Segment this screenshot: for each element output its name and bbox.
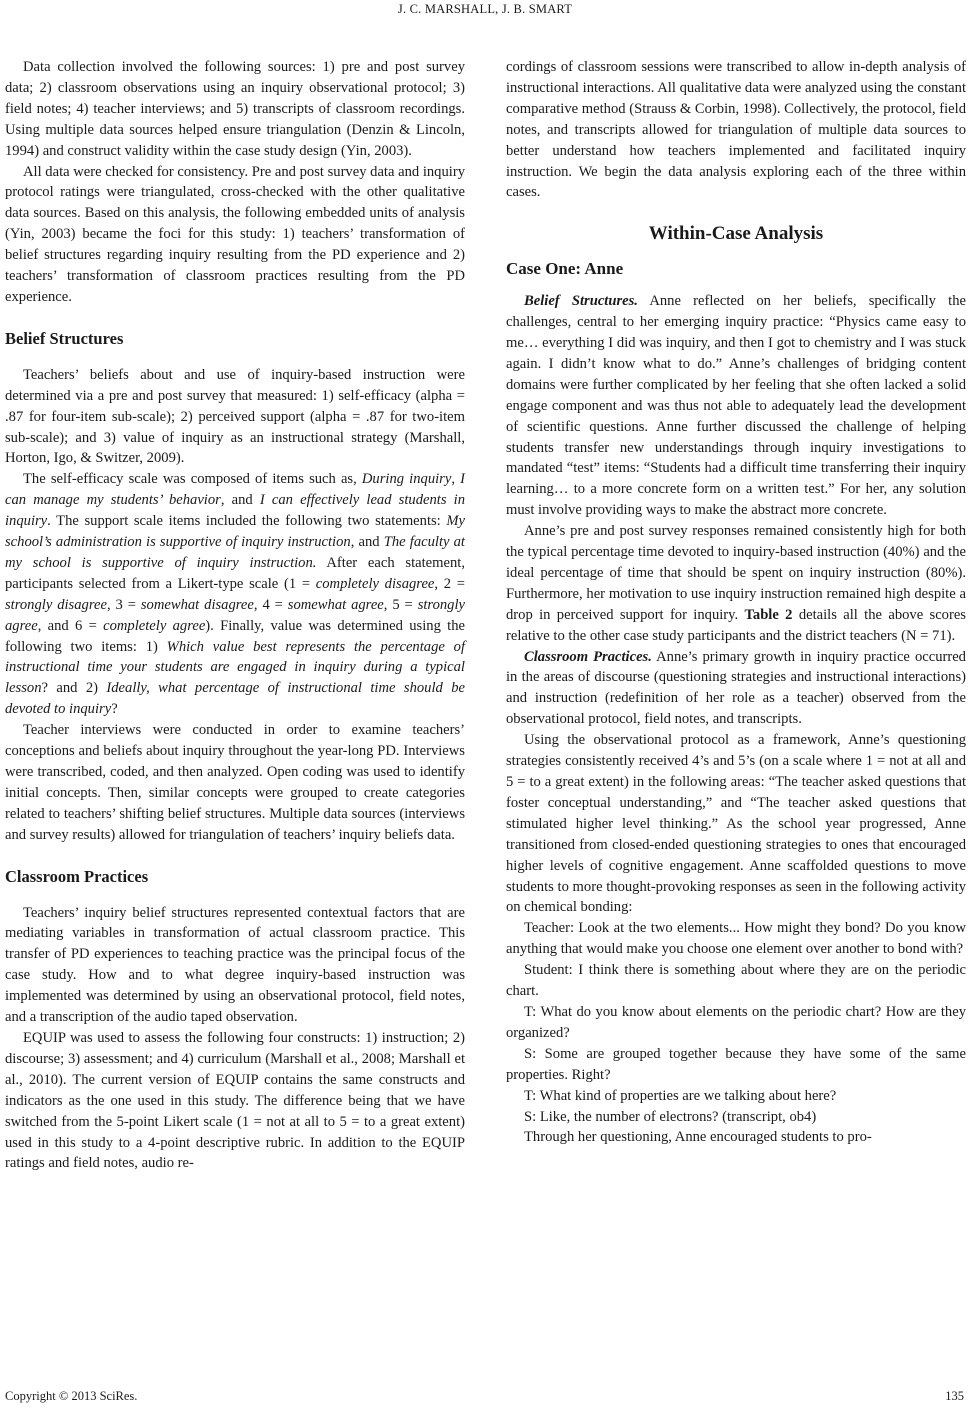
paragraph: Through her questioning, Anne encouraged students to pro- [524, 1129, 872, 1146]
section-heading-belief-structures: Belief Structures [5, 328, 124, 348]
section-heading-within-case-analysis: Within-Case Analysis [648, 223, 824, 245]
paragraph: Anne’s pre and post survey responses remained consistently high for both the typical percentage time devoted to inquiry-based instruction (40%) and the ideal percentage of time that should be spent on inquiry instruction (80%). Furthermore, her motivation to use inquiry instruction remained high despite a drop in perceived support for inquiry. Table 2 details all the above scores relative to the other case study participants and the district teachers (N = 71). [506, 523, 966, 644]
running-head: J. C. MARSHALL, J. B. SMART [397, 2, 573, 16]
paragraph: Teachers’ beliefs about and use of inquiry-based instruction were determined via a pre and post survey that measured: 1) self-efficacy (alpha = .87 for four-item sub-scale); 2) perceived support (alpha = .87 for two-item sub-scale); and 3) value of inquiry as an instructional strategy (Marshall, Horton, Igo, & Switzer, 2009). [5, 366, 465, 467]
dialogue-line: S: Some are grouped together because they have some of the same properties. Right? [506, 1045, 966, 1083]
dialogue-line: T: What kind of properties are we talking about here? [524, 1087, 837, 1104]
section-heading-classroom-practices: Classroom Practices [5, 866, 149, 886]
dialogue-line: S: Like, the number of electrons? (transcript, ob4) [524, 1108, 817, 1125]
paragraph: Teachers’ inquiry belief structures represented contextual factors that are mediating variables in transformation of actual classroom practice. This transfer of PD experiences to teaching practice was the principal focus of the case study. How and to what degree inquiry-based instruction was implemented was determined by using an observational protocol, field notes, and a transcription of the audio taped observation. [5, 904, 465, 1026]
left-column [5, 57, 465, 1174]
paragraph: Classroom Practices. Anne’s primary growth in inquiry practice occurred in the areas of discourse (questioning strategies and instructional interactions) and instruction (redefinition of her role as a teacher) observed from the observational protocol, field notes, and transcripts. [506, 648, 966, 728]
paragraph: Using the observational protocol as a framework, Anne’s questioning strategies consistently received 4’s and 5’s (on a scale where 1 = not at all and 5 = to a great extent) in the following areas: “The teacher asked questions that foster conceptual understanding,” and “The teacher asked questions that stimulated higher level thinking.” As the school year progressed, Anne transitioned from closed-ended questioning strategies to ones that encouraged higher levels of cognitive engagement. Anne scaffolded questions to move students to more thought-provoking responses as seen in the following activity on chemical bonding: [506, 732, 966, 916]
right-column [506, 57, 966, 1148]
paragraph: Data collection involved the following sources: 1) pre and post survey data; 2) classroom observations using an inquiry observational protocol; 3) field notes; 4) teacher interviews; and 5) transcripts of classroom recordings. Using multiple data sources helped ensure triangulation (Denzin & Lincoln, 1994) and construct validity within the case study design (Yin, 2003). [5, 59, 465, 159]
paragraph: Teacher interviews were conducted in order to examine teachers’ conceptions and beliefs about inquiry throughout the year-long PD. Interviews were transcribed, coded, and then analyzed. Open coding was used to identify initial concepts. Then, similar concepts were grouped to create categories related to teachers’ shifting belief structures. Multiple data sources (interviews and survey results) allowed for triangulation of teachers’ inquiry beliefs data. [5, 722, 465, 843]
paragraph: EQUIP was used to assess the following four constructs: 1) instruction; 2) discourse; 3) assessment; and 4) curriculum (Marshall et al., 2008; Marshall et al., 2010). The current version of EQUIP contains the same constructs and indicators as the one used in this study. The difference being that we have switched from the 5-point Likert scale (1 = not at all to 5 = to a great extent) used in this study to a 4-point descriptive rubric. In addition to the EQUIP ratings and field notes, audio re- [5, 1029, 465, 1172]
dialogue-line: Student: I think there is something about where they are on the periodic chart. [506, 962, 966, 1000]
subsection-heading-case-one: Case One: Anne [506, 259, 624, 279]
dialogue-line: Teacher: Look at the two elements... How might they bond? Do you know anything that would make you choose one element over another to bond with? [506, 920, 966, 958]
dialogue-line: T: What do you know about elements on the periodic chart? How are they organized? [506, 1003, 966, 1041]
paragraph: All data were checked for consistency. Pre and post survey data and inquiry protocol ratings were triangulated, cross-checked with the other qualitative data sources. Based on this analysis, the following embedded units of analysis (Yin, 2003) became the foci for this study: 1) teachers’ transformation of belief structures regarding inquiry resulting from the PD experience and 2) teachers’ transformation of classroom practices resulting from the PD experience. [5, 163, 465, 305]
paragraph: cordings of classroom sessions were transcribed to allow in-depth analysis of instructional interactions. All qualitative data were analyzed using the constant comparative method (Strauss & Corbin, 1998). Collectively, the protocol, field notes, and transcripts allowed for triangulation of multiple data sources to better understand how teachers implemented and facilitated inquiry instruction. We begin the data analysis exploring each of the three within cases. [506, 59, 966, 201]
page-number: 135 [945, 1389, 964, 1403]
footer-copyright: Copyright © 2013 SciRes. [5, 1389, 138, 1403]
paragraph: The self-efficacy scale was composed of items such as, During inquiry, I can manage my students’ behavior, and I can effectively lead students in inquiry. The support scale items included the following two statements: My school’s administration is supportive of inquiry instruction, and The faculty at my school is supportive of inquiry instruction. After each statement, participants selected from a Likert-type scale (1 = completely disagree, 2 = strongly disagree, 3 = somewhat disagree, 4 = somewhat agree, 5 = strongly agree, and 6 = completely agree). Finally, value was determined using the following two items: 1) Which value best represents the percentage of instructional time your students are engaged in inquiry during a typical lesson? and 2) Ideally, what percentage of instructional time should be devoted to inquiry? [5, 471, 465, 718]
paragraph: Belief Structures. Anne reflected on her beliefs, specifically the challenges, central to her emerging inquiry practice: “Physics came easy to me… everything I did was inquiry, and then I got to chemistry and I was stuck again. I didn’t know what to do.” Anne’s challenges of bridging content domains were further complicated by her feeling that she often lacked a solid engage component and was thus not able to adequately lead the development of scientific questions. Anne further discussed the challenge of helping students transfer new understandings through inquiry investigations to mandated “test” items: “Students had a difficult time transferring their inquiry learning… to a more concrete form on a written test.” For her, any solution must involve providing ways to make the abstract more concrete. [506, 293, 966, 519]
